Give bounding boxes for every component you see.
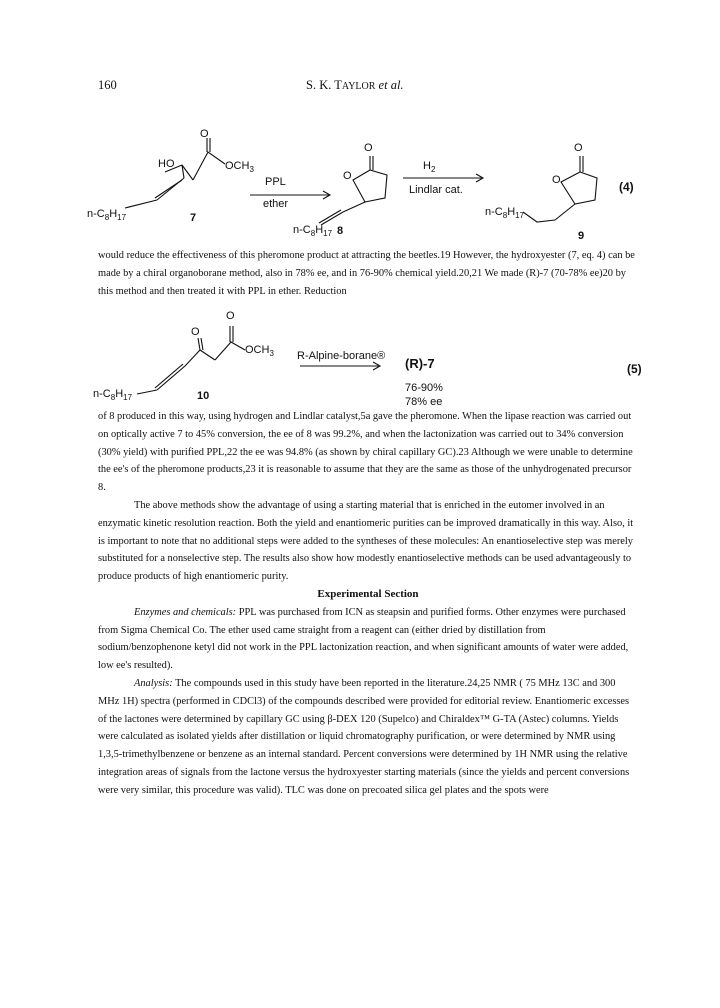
main-text bbox=[98, 408, 638, 800]
ho-label: HO bbox=[158, 158, 175, 170]
carbonyl-o-9: O bbox=[574, 142, 583, 154]
scheme-eq4-drawing bbox=[85, 130, 685, 250]
paragraph-5-text: The compounds used in this study have been reported in the literature.24,25 NMR ( 75 MHz 13C and 300 MHz 1H) spectra (performed in CDCl3) of the compounds described were provided for editorial review. Enantiomeric excesses of the lactones were determined by capillary GC using β-DEX 120 (Supelco) and Chiraldex™ G-TA (Astec) columns. Yields were calculated as isolated yields after distillation or liquid chromatography purification, or were determined by NMR using 1,3,5-trimethylbenzene or benzene as an internal standard. Percent conversions were determined by 1H NMR using the relative integration areas of signals from the lactone versus the hydroxyester starting materials (since the yields and percent conversions were very similar, this procedure was valid). TLC was done on precoated silica gel plates and the spots were bbox=[98, 677, 630, 796]
paragraph-4 bbox=[98, 604, 638, 675]
carbonyl-o-7: O bbox=[200, 128, 209, 140]
reagent-lindlar: Lindlar cat. bbox=[409, 184, 463, 196]
chain-label-8: $n-C_8H_{17}$ bbox=[293, 224, 333, 239]
reagent-alpine-borane: R-Alpine-borane® bbox=[297, 350, 386, 362]
ee-value: 78% ee bbox=[405, 396, 443, 408]
chain-label-9: $n-C_8H_{17}$ bbox=[485, 206, 525, 221]
carbonyl-o-ketone: O bbox=[191, 326, 200, 338]
scheme-eq5-drawing bbox=[85, 318, 685, 418]
paragraph-3: The above methods show the advantage of using a starting material that is enriched in the eutomer involved in an enzymatic kinetic resolution reaction. Both the yield and enantiomeric purities can be improved dramatically in this way. Also, it is important to note that no additional steps were added to the syntheses of these molecules: An enantioselective step was merely substituted for a nonselective step. The results also show how modestly enantioselective methods can be used advantageously to produce products of high enantiomeric purity. bbox=[98, 499, 634, 583]
running-title: S. K. TAYLOR et al. bbox=[306, 78, 404, 92]
carbonyl-o-ester: O bbox=[226, 310, 235, 322]
scheme-eq4 bbox=[85, 130, 685, 250]
page-number: 160 bbox=[98, 78, 117, 92]
chain-label-10: $n-C_8H_{17}$ bbox=[93, 388, 133, 403]
ring-o-8: O bbox=[343, 170, 352, 182]
yield-value: 76-90% bbox=[405, 382, 443, 394]
paragraph-1-text: would reduce the effectiveness of this pheromone product at attracting the beetles.19 However, the hydroxyester (7, eq. 4) can be made by a chiral organoborane method, also in 78% ee, and in 76-90% chemical yield.20,21 We made (R)-7 (70-78% ee)20 by this method and then treated it with PPL in ether. Reduction bbox=[98, 250, 635, 297]
scheme-eq5 bbox=[85, 310, 685, 418]
paragraph-1 bbox=[98, 247, 638, 300]
product-r7: (R)-7 bbox=[405, 356, 435, 371]
equation-5-label: (5) bbox=[627, 362, 642, 376]
paragraph-4-text: PPL was purchased from ICN as steapsin and purified forms. Other enzymes were purchased from Sigma Chemical Co. The ether used came straight from a reagent can (either dried by distillation from sodium/benzophenone ketyl did not work in the PPL lactonization reaction, and when significant amounts of water were added, low ee's resulted). bbox=[98, 606, 629, 672]
ring-o-9: O bbox=[552, 174, 561, 186]
chain-label-7: $n-C_8H_{17}$ bbox=[87, 208, 127, 223]
enzymes-lead: Enzymes and chemicals: bbox=[134, 606, 237, 618]
compound-9-label: 9 bbox=[578, 230, 585, 242]
och3-label-7: $OCH_3$ bbox=[225, 160, 254, 175]
reagent-ether: ether bbox=[263, 198, 289, 210]
och3-label-10: $OCH_3$ bbox=[245, 344, 274, 359]
analysis-lead: Analysis: bbox=[134, 677, 173, 689]
paragraph-5 bbox=[98, 675, 638, 800]
reagent-h2: $H_2$ bbox=[423, 160, 436, 175]
compound-8-label: 8 bbox=[337, 225, 344, 237]
compound-10-label: 10 bbox=[197, 390, 210, 402]
reagent-ppl: PPL bbox=[265, 176, 286, 188]
carbonyl-o-8: O bbox=[364, 142, 373, 154]
section-title: Experimental Section bbox=[317, 587, 419, 600]
paragraph-2: of 8 produced in this way, using hydrogen and Lindlar catalyst,5a gave the pheromone. When the lipase reaction was carried out on optically active 7 to 45% conversion, the ee of 8 was 99.2%, and when the lactonization was carried out to 34% conversion (30% yield) with purified PPL,22 the ee was 94.8% (as shown by chiral capillary GC).23 Although we were unable to determine the ee's of the pheromone products,23 it is reasonable to assume that they are the same as those of the unhydrogenated precursor 8. bbox=[98, 411, 633, 494]
equation-4-label: (4) bbox=[619, 180, 634, 194]
compound-7-label: 7 bbox=[190, 212, 197, 224]
